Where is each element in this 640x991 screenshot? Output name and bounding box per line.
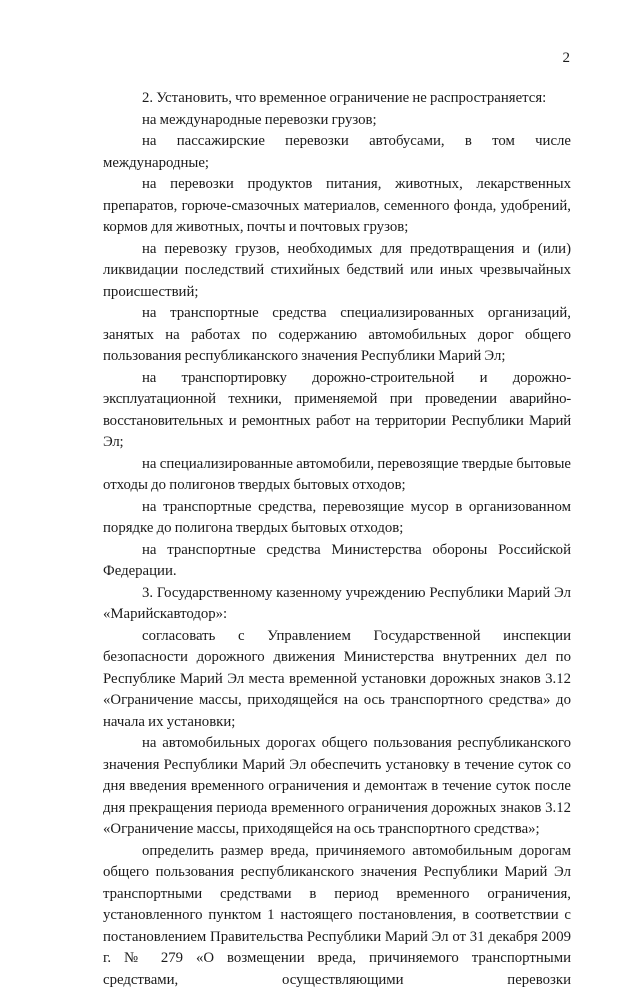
paragraph-coordinate-signs: согласовать с Управлением Государственной инспекции безопасности дорожного движения Министерства внутренних дел по Республике Марий Эл места временной установки дорожных знаков 3.12 «Ограничение массы, приходящейся на ось транспортного средства» до начала их установки; bbox=[103, 626, 571, 734]
paragraph-install-signs: на автомобильных дорогах общего пользования республиканского значения Республики Марий Эл обеспечить установку в течение суток со дня введения временного ограничения и демонтаж в течение суток после дня прекращения периода временного ограничения дорожных знаков 3.12 «Ограничение массы, приходящейся на ось транспортного средства»; bbox=[103, 733, 571, 841]
paragraph-passenger-buses: на пассажирские перевозки автобусами, в том числе международные; bbox=[103, 131, 571, 174]
paragraph-clause-2: 2. Установить, что временное ограничение не распространяется: bbox=[103, 88, 571, 110]
paragraph-road-maintenance: на транспортные средства специализированных организаций, занятых на работах по содержанию автомобильных дорог общего пользования республиканского значения Республики Марий Эл; bbox=[103, 303, 571, 368]
paragraph-waste-vehicles: на специализированные автомобили, перевозящие твердые бытовые отходы до полигонов твердых бытовых отходов; bbox=[103, 454, 571, 497]
paragraph-disaster-cargo: на перевозку грузов, необходимых для предотвращения и (или) ликвидации последствий стихийных бедствий или иных чрезвычайных происшествий; bbox=[103, 239, 571, 304]
document-body bbox=[103, 88, 571, 991]
paragraph-clause-3: 3. Государственному казенному учреждению Республики Марий Эл «Марийскавтодор»: bbox=[103, 583, 571, 626]
paragraph-damage-assessment: определить размер вреда, причиняемого автомобильным дорогам общего пользования республиканского значения Республики Марий Эл транспортными средствами в период временного ограничения, установленного пунктом 1 настоящего постановления, в соответствии с постановлением Правительства Республики Марий Эл от 31 декабря 2009 г. № 279 «О возмещении вреда, причиняемого транспортными средствами, осуществляющими перевозки bbox=[103, 841, 571, 991]
paragraph-road-machinery: на транспортировку дорожно-строительной и дорожно-эксплуатационной техники, применяемой при проведении аварийно-восстановительных и ремонтных работ на территории Республики Марий Эл; bbox=[103, 368, 571, 454]
paragraph-international-cargo: на международные перевозки грузов; bbox=[103, 110, 571, 132]
page-number: 2 bbox=[563, 50, 571, 67]
paragraph-food-transport: на перевозки продуктов питания, животных, лекарственных препаратов, горюче-смазочных материалов, семенного фонда, удобрений, кормов для животных, почты и почтовых грузов; bbox=[103, 174, 571, 239]
paragraph-defense-ministry: на транспортные средства Министерства обороны Российской Федерации. bbox=[103, 540, 571, 583]
paragraph-garbage-transport: на транспортные средства, перевозящие мусор в организованном порядке до полигона твердых бытовых отходов; bbox=[103, 497, 571, 540]
